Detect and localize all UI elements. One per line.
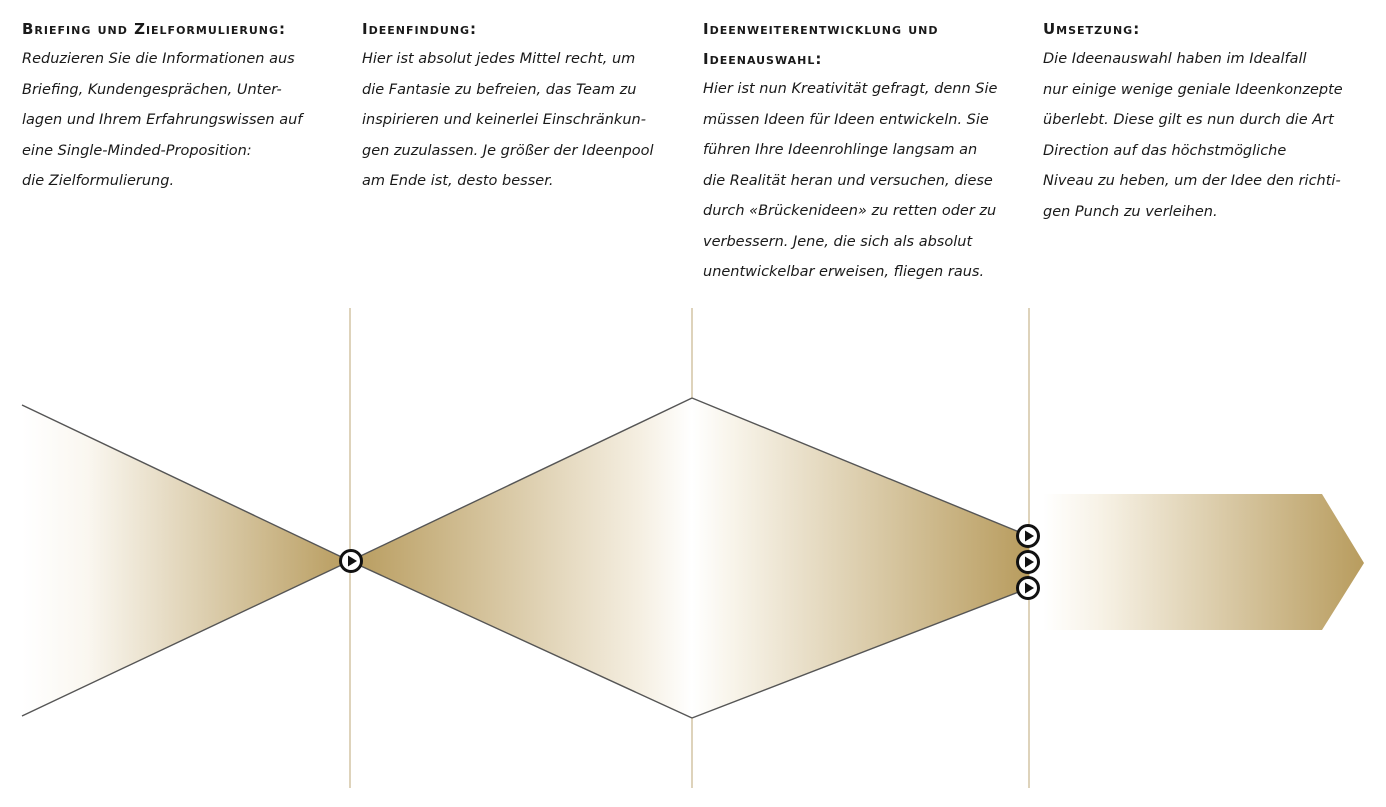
arrow-shape bbox=[1043, 494, 1364, 630]
phase-title: Umsetzung: bbox=[1043, 20, 1141, 38]
play-marker-icon bbox=[1018, 526, 1039, 547]
funnel-converging bbox=[692, 398, 1029, 718]
play-marker-icon bbox=[1018, 552, 1039, 573]
play-marker-icon bbox=[341, 551, 362, 572]
phase-description: Hier ist nun Kreativität gefragt, denn Sie müssen Ideen für Ideen entwickeln. Sie führen Ihre Ideenrohlinge langsam an die Realität heran und versuchen, diese durch «Brückenideen» zu retten oder zu verbessern. Jene, die sich als absolut unentwickelbar erweisen, fliegen raus. bbox=[703, 81, 998, 280]
phase-title: Ideenfindung: bbox=[362, 20, 478, 38]
play-marker-icon bbox=[1018, 578, 1039, 599]
phase-description: Reduzieren Sie die Informationen aus Briefing, Kundengesprächen, Unter- lagen und Ihrem Erfahrungswissen auf eine Single-Minded-Proposition: die Zielformulierung. bbox=[22, 51, 303, 189]
phase-title: Briefing und Zielformulierung: bbox=[22, 20, 287, 38]
phase-description: Die Ideenauswahl haben im Idealfall nur einige wenige geniale Ideenkonzepte überlebt. Diese gilt es nun durch die Art Direction auf das höchstmögliche Niveau zu heben, um der Idee den richti- gen Punch zu verleihen. bbox=[1043, 51, 1343, 220]
funnel-converging bbox=[22, 405, 350, 716]
funnel-diverging bbox=[350, 398, 692, 718]
phase-title: Ideenweiterentwicklung und Ideenauswahl: bbox=[703, 20, 939, 68]
phase-description: Hier ist absolut jedes Mittel recht, um die Fantasie zu befreien, das Team zu inspirieren und keinerlei Einschränkun- gen zuzulassen. Je größer der Ideenpool am Ende ist, desto besser. bbox=[362, 51, 654, 189]
